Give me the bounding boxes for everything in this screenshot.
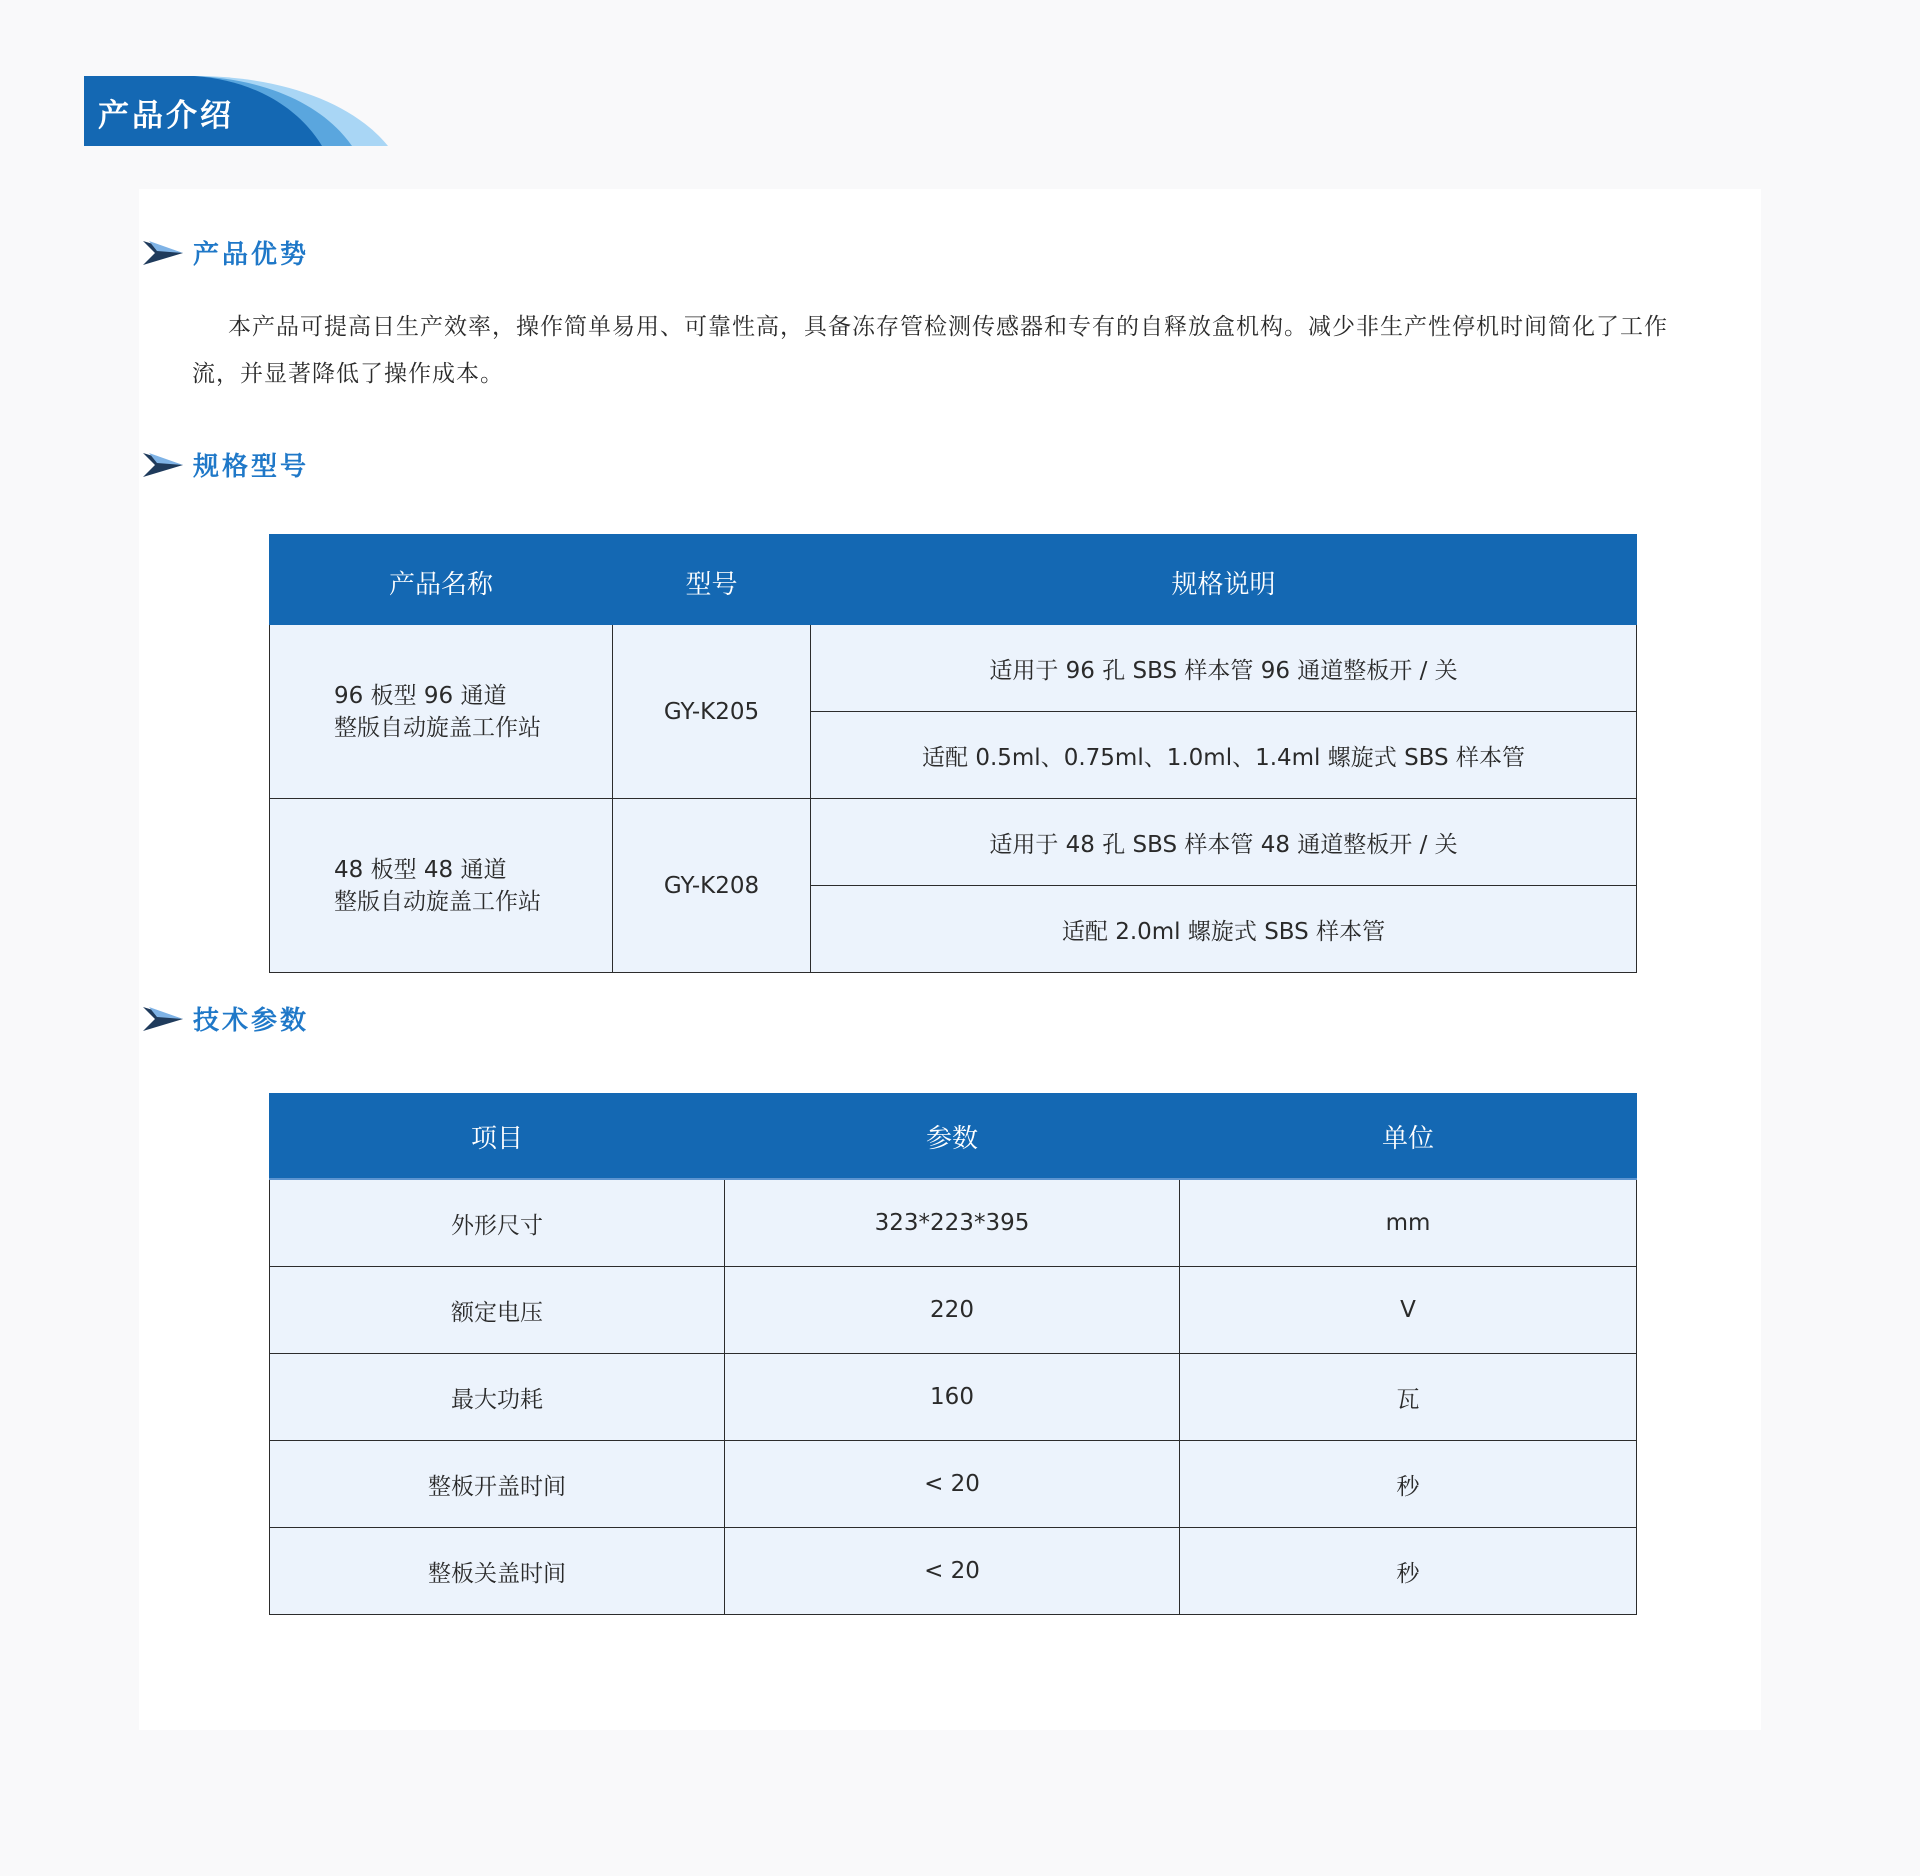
tech-item: 整板关盖时间	[270, 1528, 725, 1615]
spec-product-name	[270, 799, 613, 973]
tech-header-unit: 单位	[1180, 1094, 1637, 1180]
arrow-icon	[143, 451, 183, 479]
spec-table-header-row	[270, 537, 1637, 625]
spec-header-model: 型号	[613, 537, 811, 625]
tech-value: < 20	[725, 1528, 1180, 1615]
section-header-spec	[143, 446, 309, 483]
spec-product-name-line1: 96 板型 96 通道	[334, 682, 507, 709]
spec-product-name	[270, 625, 613, 799]
arrow-icon	[143, 1005, 183, 1033]
spec-model: GY-K205	[613, 625, 811, 799]
table-row	[270, 1179, 1637, 1267]
tech-header-item: 项目	[270, 1094, 725, 1180]
spec-table	[269, 534, 1637, 973]
table-row	[270, 1528, 1637, 1615]
spec-desc: 适用于 96 孔 SBS 样本管 96 通道整板开 / 关	[811, 625, 1637, 712]
content-card	[139, 189, 1761, 1730]
tech-unit: 秒	[1180, 1528, 1637, 1615]
spec-model: GY-K208	[613, 799, 811, 973]
section-header-tech	[143, 1000, 309, 1037]
section-title-advantage: 产品优势	[193, 240, 310, 270]
tech-value: 220	[725, 1267, 1180, 1354]
spec-desc: 适用于 48 孔 SBS 样本管 48 通道整板开 / 关	[811, 799, 1637, 886]
arrow-icon	[143, 239, 183, 267]
tech-item: 外形尺寸	[270, 1179, 725, 1267]
spec-product-name-line2: 整版自动旋盖工作站	[334, 888, 541, 915]
spec-header-name: 产品名称	[270, 537, 613, 625]
intro-paragraph: 本产品可提高日生产效率，操作简单易用、可靠性高，具备冻存管检测传感器和专有的自释放盒机构。减少非生产性停机时间简化了工作流，并显著降低了操作成本。	[192, 314, 1668, 387]
tech-table-header-row	[270, 1094, 1637, 1180]
section-banner	[84, 76, 388, 146]
spec-desc: 适配 2.0ml 螺旋式 SBS 样本管	[811, 886, 1637, 973]
table-row	[270, 1441, 1637, 1528]
spec-product-name-line2: 整版自动旋盖工作站	[334, 714, 541, 741]
tech-unit: mm	[1180, 1179, 1637, 1267]
tech-table	[269, 1093, 1637, 1615]
section-title-tech: 技术参数	[193, 1006, 310, 1036]
tech-item: 最大功耗	[270, 1354, 725, 1441]
table-row	[270, 799, 1637, 886]
section-title-spec: 规格型号	[193, 452, 310, 482]
tech-unit: 秒	[1180, 1441, 1637, 1528]
tech-value: 323*223*395	[725, 1179, 1180, 1267]
table-row	[270, 1354, 1637, 1441]
tech-item: 整板开盖时间	[270, 1441, 725, 1528]
spec-desc: 适配 0.5ml、0.75ml、1.0ml、1.4ml 螺旋式 SBS 样本管	[811, 712, 1637, 799]
tech-unit: V	[1180, 1267, 1637, 1354]
tech-value: < 20	[725, 1441, 1180, 1528]
spec-header-desc: 规格说明	[811, 537, 1637, 625]
tech-value: 160	[725, 1354, 1180, 1441]
tech-unit: 瓦	[1180, 1354, 1637, 1441]
tech-item: 额定电压	[270, 1267, 725, 1354]
section-header-advantage	[143, 234, 309, 271]
table-row	[270, 1267, 1637, 1354]
spec-product-name-line1: 48 板型 48 通道	[334, 856, 507, 883]
tech-header-value: 参数	[725, 1094, 1180, 1180]
table-row	[270, 625, 1637, 712]
banner-title: 产品介绍	[98, 98, 234, 134]
